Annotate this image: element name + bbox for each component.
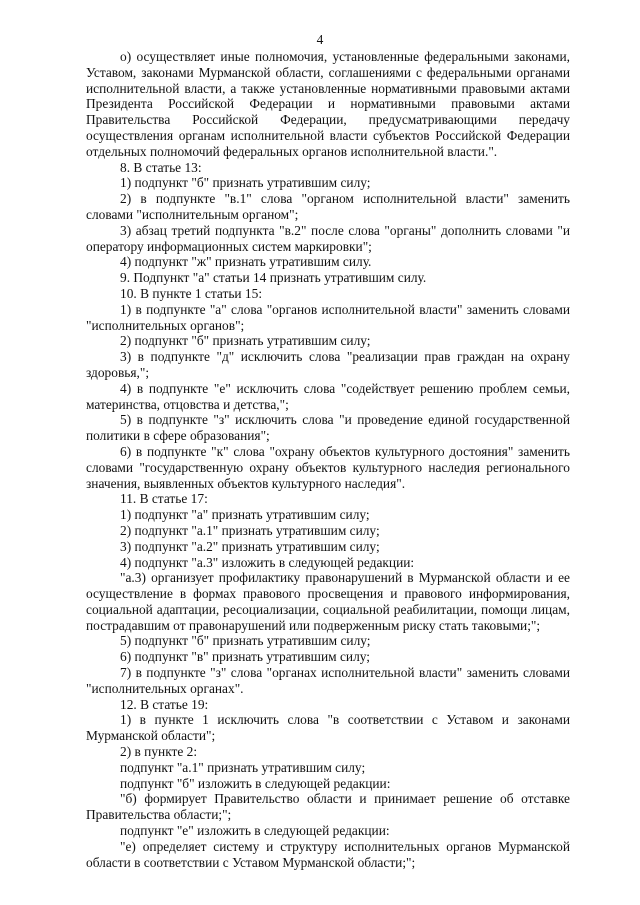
paragraph: 12. В статье 19: [120, 696, 209, 712]
paragraph: 8. В статье 13: [120, 159, 202, 175]
paragraph: 3) подпункт "а.2" признать утратившим силу; [120, 538, 380, 554]
paragraph: 4) подпункт "а.3" изложить в следующей редакции: [120, 554, 415, 570]
paragraph: 1) подпункт "б" признать утратившим силу; [120, 175, 371, 191]
paragraph: подпункт "а.1" признать утратившим силу; [120, 759, 366, 775]
paragraph: 2) в подпункте "в.1" слова "органом исполнительной власти" заменить словами "исполнительным органом"; [86, 191, 570, 222]
paragraph: 5) подпункт "б" признать утратившим силу; [120, 633, 371, 649]
paragraph: 7) в подпункте "з" слова "органах исполнительной власти" заменить словами "исполнительных органах". [86, 665, 570, 696]
paragraph: "а.3) организует профилактику правонарушений в Мурманской области и ее осуществление в формах правового просвещения и правового информирования, социальной адаптации, ресоциализации, социальной реабилитации, помощи лицам, пострадавшим от правонарушений или подверженным риску стать таковыми;"; [86, 570, 570, 633]
paragraph: 3) в подпункте "д" исключить слова "реализации прав граждан на охрану здоровья,"; [86, 349, 570, 380]
paragraph: о) осуществляет иные полномочия, установленные федеральными законами, Уставом, законами Мурманской области, соглашениями с федеральными органами исполнительной власти, а также установленные нормативными правовыми актами Президента Российской Федерации и нормативными правовыми актами Правительства Российской Федерации, предусматривающими передачу осуществления органам исполнительной власти субъектов Российской Федерации отдельных полномочий федеральных органов исполнительной власти.". [86, 49, 570, 159]
paragraph: 2) в пункте 2: [120, 744, 198, 760]
paragraph: 5) в подпункте "з" исключить слова "и проведение единой государственной политики в сфере образования"; [86, 412, 570, 444]
paragraph: подпункт "е" изложить в следующей редакции: [120, 823, 390, 839]
paragraph: 2) подпункт "а.1" признать утратившим силу; [120, 522, 380, 538]
paragraph: 6) подпункт "в" признать утратившим силу; [120, 649, 371, 665]
paragraph: 1) подпункт "а" признать утратившим силу; [120, 507, 370, 523]
paragraph: 1) в пункте 1 исключить слова "в соответствии с Уставом и законами Мурманской области"; [86, 712, 570, 744]
paragraph: 3) абзац третий подпункта "в.2" после слова "органы" дополнить словами "и оператору информационных систем маркировки"; [86, 222, 570, 254]
paragraph: подпункт "б" изложить в следующей редакции: [120, 775, 391, 791]
paragraph: 2) подпункт "б" признать утратившим силу; [120, 333, 371, 349]
paragraph: "е) определяет систему и структуру исполнительных органов Мурманской области в соответствии с Уставом Мурманской области;"; [86, 838, 570, 870]
page-number: 4 [316, 32, 324, 47]
paragraph: 1) в подпункте "а" слова "органов исполнительной власти" заменить словами "исполнительных органов"; [86, 301, 570, 333]
paragraph: 6) в подпункте "к" слова "охрану объектов культурного достояния" заменить словами "государственную охрану объектов культурного наследия регионального значения, выявленных объектов культурного наследия". [86, 443, 570, 491]
document-body [86, 49, 570, 870]
paragraph: 11. В статье 17: [120, 491, 208, 507]
paragraph: "б) формирует Правительство области и принимает решение об отставке Правительства области;"; [86, 791, 570, 823]
paragraph: 4) в подпункте "е" исключить слова "содействует решению проблем семьи, материнства, отцовства и детства,"; [86, 380, 570, 412]
paragraph: 9. Подпункт "а" статьи 14 признать утратившим силу. [120, 270, 427, 286]
paragraph: 10. В пункте 1 статьи 15: [120, 285, 263, 301]
paragraph: 4) подпункт "ж" признать утратившим силу. [120, 254, 372, 270]
